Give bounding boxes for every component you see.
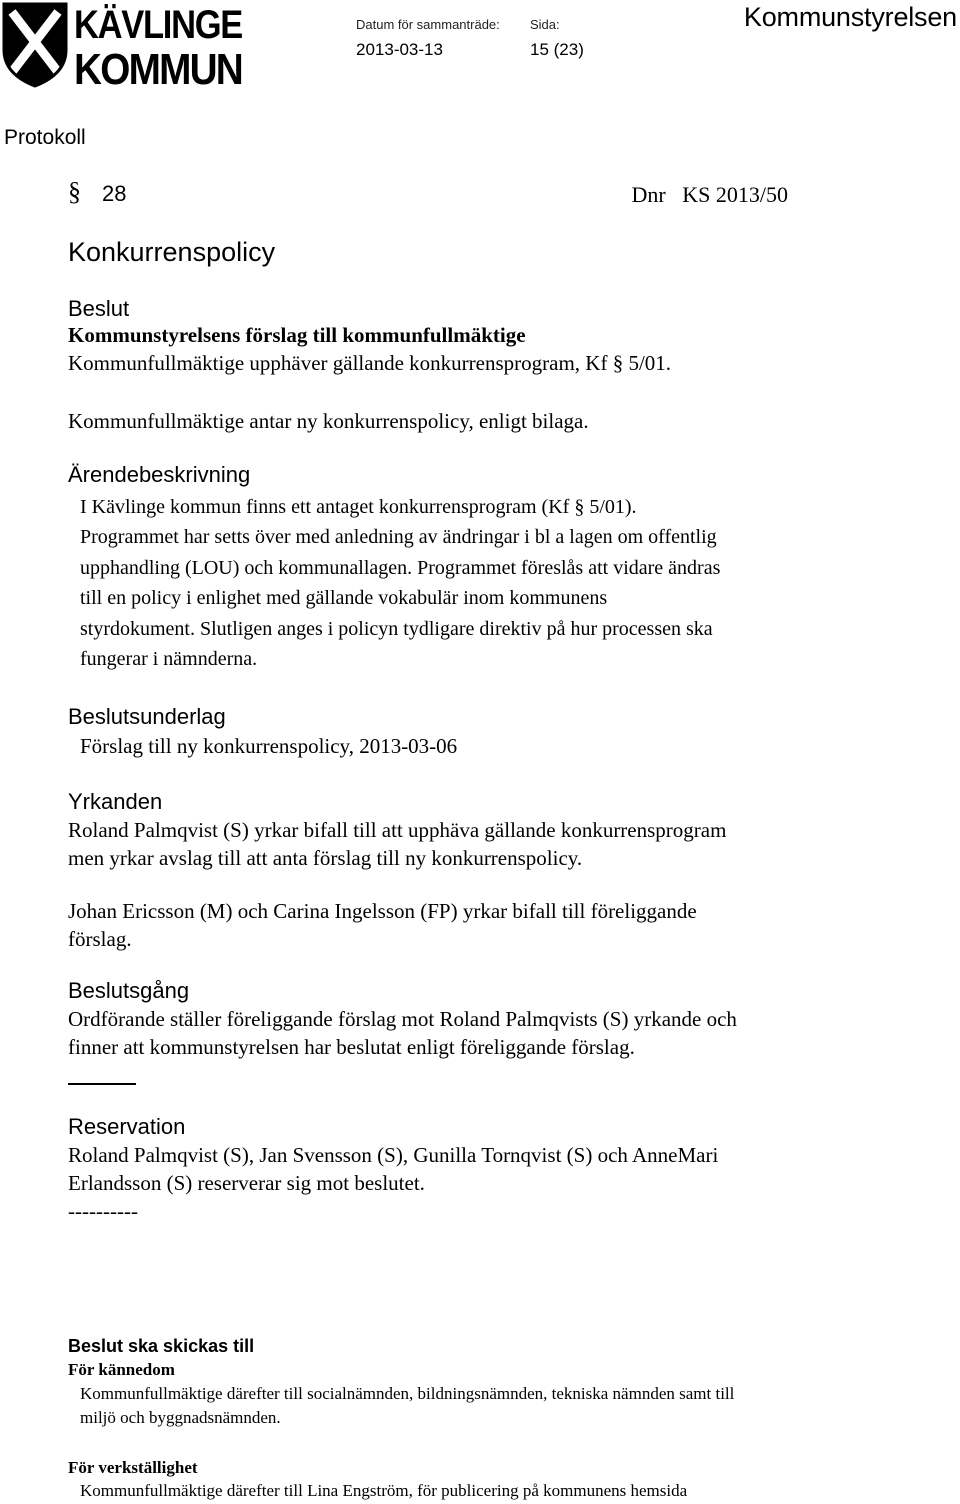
separator-line	[68, 1083, 136, 1085]
arende-line: I Kävlinge kommun finns ett antaget konkurrensprogram (Kf § 5/01).	[80, 496, 637, 518]
meeting-date: 2013-03-13	[356, 40, 443, 59]
item-title: Konkurrenspolicy	[68, 237, 276, 267]
paragraph-number: 28	[102, 181, 127, 206]
reservation-line: Roland Palmqvist (S), Jan Svensson (S), Gunilla Tornqvist (S) och AnneMari	[68, 1143, 719, 1167]
section-sign: §	[68, 177, 81, 206]
yrkanden-line: Roland Palmqvist (S) yrkar bifall till att upphäva gällande konkurrensprogram	[68, 818, 727, 842]
yrkanden-line: Johan Ericsson (M) och Carina Ingelsson (FP) yrkar bifall till föreliggande	[68, 899, 697, 923]
yrkanden-line: men yrkar avslag till att anta förslag till ny konkurrenspolicy.	[68, 846, 583, 870]
logo-line1: KÄVLINGE	[74, 3, 243, 47]
beslutsgang-line: finner att kommunstyrelsen har beslutat enligt föreliggande förslag.	[68, 1035, 635, 1059]
dnr: Dnr KS 2013/50	[631, 182, 788, 207]
beslutsgang-line: Ordförande ställer föreliggande förslag mot Roland Palmqvists (S) yrkande och	[68, 1007, 737, 1031]
beslutsgang-heading: Beslutsgång	[68, 978, 190, 1003]
date-label: Datum för sammanträde:	[356, 17, 500, 32]
arende-line: upphandling (LOU) och kommunallagen. Programmet föreslås att vidare ändras	[80, 557, 721, 579]
logo-line2: KOMMUN	[74, 45, 242, 94]
beslutsunderlag-heading: Beslutsunderlag	[68, 704, 226, 729]
kannedom-line: Kommunfullmäktige därefter till socialnämnden, bildningsnämnden, tekniska nämnden samt till	[80, 1384, 735, 1403]
beslut-heading: Beslut	[68, 296, 130, 321]
body-title: Kommunstyrelsen	[743, 2, 957, 32]
kannedom-line: miljö och byggnadsnämnden.	[80, 1408, 281, 1427]
beslut-line: Kommunfullmäktige upphäver gällande konkurrensprogram, Kf § 5/01.	[68, 351, 672, 375]
shield-icon	[4, 4, 66, 86]
skickas-heading: Beslut ska skickas till	[68, 1336, 255, 1356]
kavlinge-kommun-logo	[0, 0, 245, 94]
beslutsunderlag-line: Förslag till ny konkurrenspolicy, 2013-03-06	[80, 734, 458, 758]
arende-line: Programmet har setts över med anledning av ändringar i bl a lagen om offentlig	[80, 526, 717, 548]
beslut-subheading: Kommunstyrelsens förslag till kommunfullmäktige	[68, 323, 526, 347]
page-label: Sida:	[530, 17, 560, 32]
arendebeskrivning-heading: Ärendebeskrivning	[68, 462, 251, 487]
kannedom-label: För kännedom	[68, 1360, 175, 1379]
yrkanden-heading: Yrkanden	[68, 789, 163, 814]
arende-line: till en policy i enlighet med gällande vokabulär inom kommunens	[80, 587, 608, 609]
yrkanden-line: förslag.	[68, 927, 132, 951]
arende-line: styrdokument. Slutligen anges i policyn tydligare direktiv på hur processen ska	[80, 618, 713, 640]
beslut-line: Kommunfullmäktige antar ny konkurrenspolicy, enligt bilaga.	[68, 409, 589, 433]
reservation-line: Erlandsson (S) reserverar sig mot beslutet.	[68, 1171, 425, 1195]
reservation-dashes: ----------	[68, 1199, 138, 1223]
verkstallighet-line: Kommunfullmäktige därefter till Lina Engström, för publicering på kommunens hemsida	[80, 1481, 688, 1500]
arende-line: fungerar i nämnderna.	[80, 648, 258, 670]
page-number: 15 (23)	[530, 40, 584, 59]
reservation-heading: Reservation	[68, 1114, 186, 1139]
verkstallighet-label: För verkställighet	[68, 1458, 198, 1477]
doc-type: Protokoll	[4, 126, 86, 149]
